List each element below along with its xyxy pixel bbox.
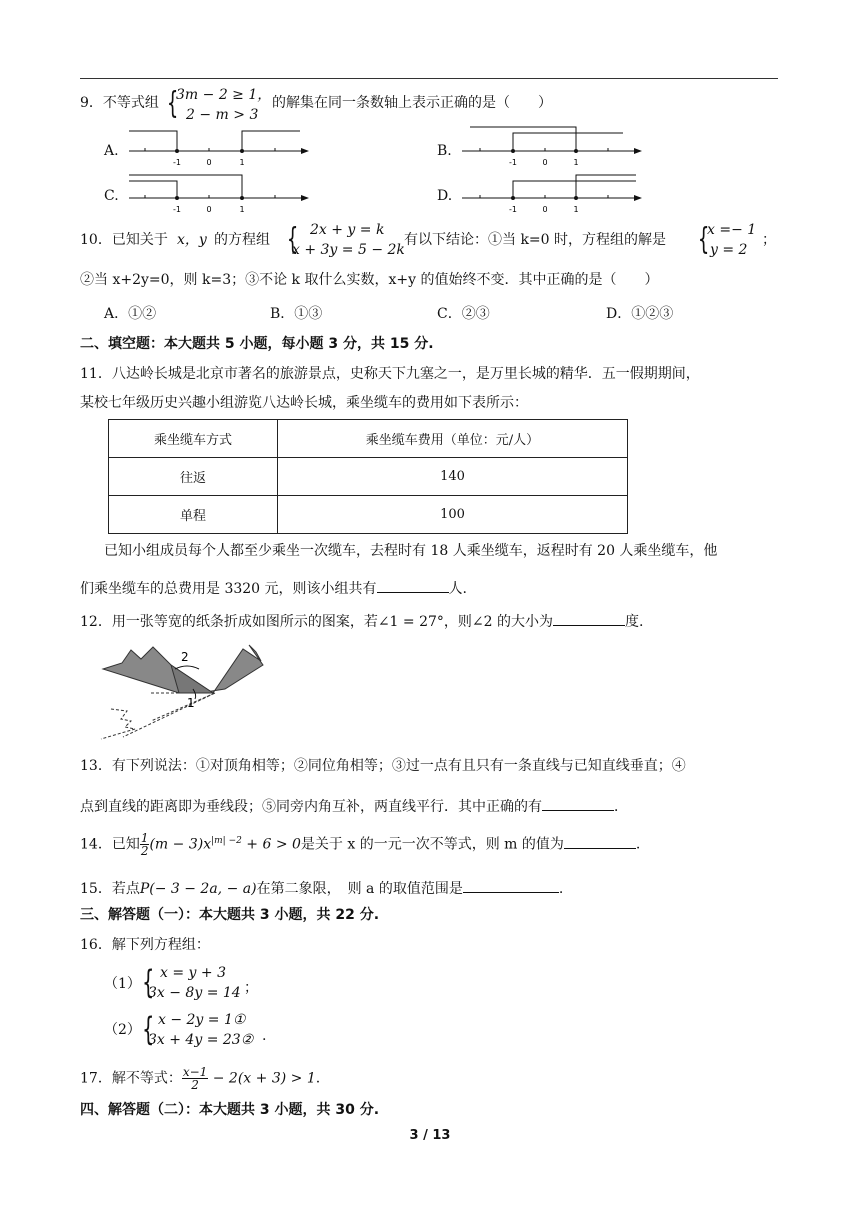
q15-end: . [558,881,564,897]
q16-part1-end: ； [244,980,258,996]
q13-text: 点到直线的距离即为垂线段；⑤同旁内角互补，两直线平行．其中正确的有 [80,799,542,815]
q9-option-a-label: A. [104,143,119,159]
q11-line2: 某校七年级历史兴趣小组游览八达岭长城，乘坐缆车的费用如下表所示： [80,395,528,411]
q9-number-line-a [125,125,315,170]
q10-sol2: y = 2 [710,242,748,258]
q10-mid: 的方程组 [214,232,270,248]
table-header-cell: 乘坐缆车费用（单位：元/人） [278,420,628,458]
q15-pre: 15．若点 [80,881,140,897]
q9-option-c-label: C. [104,188,119,204]
header-rule [80,78,778,79]
q11-line3: 已知小组成员每个人都至少乘坐一次缆车，去程时有 18 人乘坐缆车，返程时有 20 人乘坐缆车，他 [104,543,718,559]
q10-text: 有以下结论：①当 k=0 时，方程组的解是 [404,232,667,248]
q16-part2-brace: { [142,1010,155,1048]
table-cell: 100 [278,496,628,534]
table-row [109,496,628,534]
q9-number-line-c [125,172,315,217]
q11-line4-end: 人. [448,581,467,597]
question-17 [80,1066,320,1091]
q9-option-d-label: D. [437,188,453,204]
q11-line1: 11．八达岭长城是北京市著名的旅游景点，史称天下九塞之一，是万里长城的精华．五一假期期间， [80,366,700,382]
section-2-heading: 二、填空题：本大题共 5 小题，每小题 3 分，共 15 分. [80,336,434,352]
q10-sol-brace: { [697,222,710,257]
table-cell: 往返 [109,458,278,496]
table-header-row [109,420,628,458]
q10-line2: ②当 x+2y=0，则 k=3；③不论 k 取什么实数，x+y 的值始终不变．其中正确的是（ ） [80,272,659,288]
q10-semicolon: ； [762,232,776,248]
tick-label-1: 1 [239,205,245,214]
folded-strip-figure [95,637,275,747]
q16-part1-brace: { [142,963,155,1001]
q17-fraction [182,1066,208,1091]
q11-answer-blank[interactable] [377,578,449,593]
table-header-cell: 乘坐缆车方式 [109,420,278,458]
q9-number-line-b [458,125,648,170]
q9-eq2: 2 − m > 3 [186,107,259,123]
q10-brace: { [286,222,299,257]
table-cell: 140 [278,458,628,496]
tick-label-1: 1 [239,158,245,167]
q14-frac-den: 2 [140,844,149,858]
section-3-heading: 三、解答题（一）：本大题共 3 小题，共 22 分. [80,907,380,923]
tick-label-1: 1 [573,158,579,167]
q12-line [80,611,643,631]
q14-answer-blank[interactable] [564,834,636,849]
tick-label-neg1: -1 [509,205,517,214]
table-row [109,458,628,496]
q14-end: . [635,836,641,853]
fold-dashed-line [123,693,215,737]
q17-frac-num: x−1 [182,1065,208,1079]
q10-option-a: A．①② [104,306,157,322]
q17-frac-den: 2 [191,1078,199,1092]
q13-answer-blank[interactable] [542,796,614,811]
q10-eq1: 2x + y = k [310,222,385,238]
q14-pre: 14．已知 [80,836,140,853]
q15-answer-blank[interactable] [463,878,559,893]
tick-label-0: 0 [542,205,548,214]
tick-label-1: 1 [573,205,579,214]
q9-brace: { [166,86,179,121]
q10-eq2: x + 3y = 5 − 2k [292,242,405,258]
q9-eq1: 3m − 2 ≥ 1， [176,87,272,103]
q16-part1-eq1: x = y + 3 [160,965,226,981]
tick-label-0: 0 [206,158,212,167]
q12-end: 度. [624,614,644,630]
q14-post: 是关于 x 的一元一次不等式，则 m 的值为 [300,836,564,853]
q13-line2 [80,796,628,816]
question-15 [80,878,563,898]
q13-end: ． [614,799,628,815]
tick-label-0: 0 [542,158,548,167]
q16-title: 16．解下列方程组： [80,937,210,953]
q9-question: 的解集在同一条数轴上表示正确的是（ ） [272,95,552,111]
fee-table [108,419,628,534]
angle-2-label: 2 [181,650,189,664]
q9-number-line-d [458,172,648,217]
q13-line1: 13．有下列说法：①对顶角相等；②同位角相等；③过一点有且只有一条直线与已知直线垂直；④ [80,758,686,774]
q14-expr: (m − 3)x [149,836,212,853]
q14-expr2: + 6 > 0 [241,836,301,853]
q10-option-b: B．①③ [270,306,323,322]
q16-part2-end: . [262,1028,267,1044]
section-4-heading: 四、解答题（二）：本大题共 3 小题，共 30 分. [80,1102,380,1118]
q10-option-d: D．①②③ [606,306,674,322]
q14-exponent: |m| −2 [211,835,242,846]
question-14 [80,832,640,857]
tick-label-neg1: -1 [173,158,181,167]
q10-vars: x，y [177,232,207,248]
angle-2-arc [175,666,199,669]
overlap-part [171,665,213,693]
q17-end: . [315,1070,321,1087]
tick-label-neg1: -1 [509,158,517,167]
q15-post: 在第二象限， 则 a 的取值范围是 [256,881,463,897]
angle-1-label: 1 [187,696,195,710]
q11-line4-text: 们乘坐缆车的总费用是 3320 元，则该小组共有 [80,581,377,597]
q12-answer-blank[interactable] [553,611,625,626]
q10-sol1: x =− 1 [707,222,757,238]
q10-number: 10．已知关于 [80,232,168,248]
q14-frac-num: 1 [140,831,149,845]
q16-part1-eq2: 3x − 8y = 14 [148,985,241,1001]
tick-label-0: 0 [206,205,212,214]
q12-text: 12．用一张等宽的纸条折成如图所示的图案，若∠1 = 27°，则∠2 的大小为 [80,614,553,630]
tick-label-neg1: -1 [173,205,181,214]
q9-option-b-label: B. [437,143,452,159]
q17-pre: 17．解不等式： [80,1070,182,1087]
q16-part2-eq2: 3x + 4y = 23② [148,1032,254,1048]
q15-point: P(− 3 − 2a, − a) [139,881,257,897]
table-cell: 单程 [109,496,278,534]
q16-part2-label: （2） [104,1022,141,1038]
page-number: 3 / 13 [409,1128,451,1143]
q9-number: 9．不等式组 [80,95,159,111]
q17-expr: − 2(x + 3) > 1 [208,1070,316,1087]
q16-part2-eq1: x − 2y = 1① [158,1012,246,1028]
q10-option-c: C．②③ [437,306,490,322]
q16-part1-label: （1） [104,976,141,992]
torn-edge-dashed [101,709,135,739]
lower-dashed-edge [151,693,215,721]
q11-line4 [80,578,467,598]
